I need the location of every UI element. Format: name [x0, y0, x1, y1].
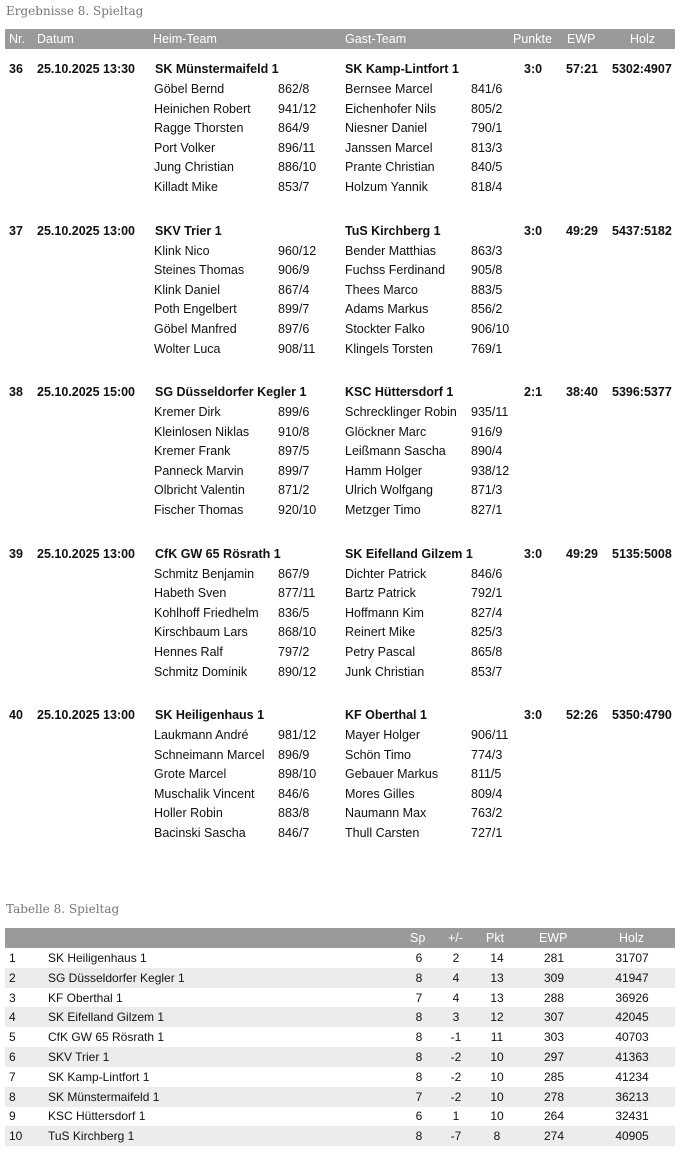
row-pkt: 10 [490, 1109, 504, 1124]
row-sp: 8 [415, 970, 423, 985]
home-player-name: Port Volker [154, 140, 216, 155]
match-ewp: 52:26 [566, 708, 598, 722]
home-player-score: 862/8 [278, 82, 310, 96]
home-team: SKV Trier 1 [155, 223, 222, 238]
table-row [5, 1126, 675, 1146]
away-player-name: Hoffmann Kim [345, 605, 424, 620]
home-player-name: Kirschbaum Lars [154, 625, 248, 640]
home-player-name: Wolter Luca [154, 341, 221, 356]
col-holz: Holz [619, 931, 645, 945]
home-player-name: Laukmann André [154, 728, 249, 742]
match-punkte: 3:0 [524, 708, 543, 722]
away-player-score: 938/12 [471, 463, 510, 478]
away-player-name: Prante Christian [345, 160, 435, 175]
match-nr: 36 [9, 62, 23, 76]
home-player-name: Killadt Mike [154, 180, 218, 194]
row-pos: 4 [9, 1010, 16, 1025]
match-holz: 5396:5377 [612, 385, 672, 399]
home-player-score: 981/12 [278, 728, 317, 742]
row-holz: 41947 [615, 970, 649, 985]
row-pkt: 8 [493, 1129, 501, 1144]
match-nr: 37 [9, 223, 23, 238]
row-ewp: 281 [543, 951, 565, 965]
row-team: TuS Kirchberg 1 [48, 1129, 135, 1144]
row-holz: 41363 [615, 1050, 649, 1064]
away-player-name: Schrecklinger Robin [345, 405, 457, 419]
home-player-name: Klink Nico [154, 243, 210, 258]
home-player-score: 910/8 [278, 424, 310, 439]
row-pos: 2 [9, 970, 16, 985]
match-nr: 39 [9, 546, 23, 561]
away-player-score: 792/1 [471, 586, 503, 601]
home-player-name: Holler Robin [154, 806, 223, 821]
row-pos: 9 [9, 1109, 16, 1124]
row-holz: 40905 [615, 1129, 649, 1144]
away-player-score: 827/4 [471, 605, 503, 620]
match-date: 25.10.2025 13:30 [37, 62, 136, 76]
away-player-score: 827/1 [471, 503, 503, 517]
match-date: 25.10.2025 13:00 [37, 223, 136, 238]
away-player-name: Dichter Patrick [345, 566, 427, 581]
away-player-name: Thull Carsten [345, 826, 420, 840]
home-player-name: Kohlhoff Friedhelm [154, 605, 259, 620]
table-row [5, 1027, 675, 1047]
row-diff: -2 [450, 1089, 462, 1104]
away-team: SK Eifelland Gilzem 1 [345, 546, 473, 561]
away-player-score: 825/3 [471, 625, 503, 640]
home-player-score: 871/2 [278, 483, 310, 498]
home-team: CfK GW 65 Rösrath 1 [155, 546, 281, 561]
row-team: SG Düsseldorfer Kegler 1 [48, 970, 185, 985]
away-player-name: Thees Marco [345, 282, 418, 297]
away-player-name: Leißmann Sascha [345, 444, 446, 459]
row-ewp: 303 [543, 1030, 565, 1045]
row-team: CfK GW 65 Rösrath 1 [48, 1030, 165, 1045]
home-player-name: Schneimann Marcel [154, 747, 265, 762]
col-nr: Nr. [9, 32, 25, 46]
row-sp: 6 [415, 951, 423, 965]
col-heim: Heim-Team [153, 32, 217, 46]
table-row [5, 988, 675, 1008]
away-player-score: 805/2 [471, 101, 503, 116]
row-ewp: 307 [543, 1010, 565, 1025]
away-player-name: Petry Pascal [345, 644, 416, 659]
away-player-name: Stockter Falko [345, 321, 425, 336]
row-ewp: 288 [543, 990, 565, 1005]
row-diff: -2 [450, 1050, 462, 1064]
row-pkt: 12 [490, 1010, 504, 1025]
match-punkte: 2:1 [524, 385, 543, 399]
row-holz: 36926 [615, 990, 649, 1005]
away-player-name: Bender Matthias [345, 243, 437, 258]
away-player-score: 906/10 [471, 321, 510, 336]
row-pos: 1 [9, 951, 16, 965]
match-holz: 5350:4790 [612, 708, 672, 722]
row-sp: 7 [415, 990, 423, 1005]
table-row [5, 1067, 675, 1087]
away-player-score: 790/1 [471, 121, 503, 136]
away-player-score: 840/5 [471, 160, 503, 175]
away-team: KSC Hüttersdorf 1 [345, 385, 454, 399]
row-holz: 41234 [615, 1069, 649, 1084]
home-player-name: Schmitz Benjamin [154, 566, 255, 581]
home-player-score: 908/11 [278, 341, 316, 356]
row-pkt: 10 [490, 1050, 504, 1064]
col-ewp: EWP [539, 931, 568, 945]
away-player-score: 883/5 [471, 282, 503, 297]
home-player-name: Heinichen Robert [154, 101, 251, 116]
home-player-name: Göbel Manfred [154, 321, 237, 336]
home-player-score: 896/11 [278, 140, 316, 155]
match-holz: 5302:4907 [612, 62, 672, 76]
row-ewp: 309 [543, 970, 565, 985]
row-ewp: 278 [543, 1089, 565, 1104]
row-pos: 8 [9, 1089, 16, 1104]
home-player-score: 867/4 [278, 282, 310, 297]
home-player-score: 797/2 [278, 644, 310, 659]
row-ewp: 264 [543, 1109, 565, 1124]
away-player-score: 865/8 [471, 644, 503, 659]
row-pos: 5 [9, 1030, 16, 1045]
home-player-score: 898/10 [278, 767, 317, 782]
away-player-name: Bartz Patrick [345, 586, 416, 601]
match-ewp: 49:29 [566, 546, 598, 561]
away-player-name: Naumann Max [345, 806, 427, 821]
home-player-score: 853/7 [278, 180, 310, 194]
home-player-score: 877/11 [278, 586, 316, 601]
row-diff: 1 [452, 1109, 460, 1124]
row-holz: 31707 [615, 951, 649, 965]
home-player-name: Schmitz Dominik [154, 664, 248, 679]
row-ewp: 297 [543, 1050, 565, 1064]
away-player-name: Eichenhofer Nils [345, 101, 437, 116]
away-player-name: Klingels Torsten [345, 341, 434, 356]
home-player-name: Kremer Frank [154, 444, 231, 459]
table-row [5, 1047, 675, 1067]
home-player-score: 867/9 [278, 566, 310, 581]
home-team: SK Heiligenhaus 1 [155, 708, 265, 722]
row-pkt: 10 [490, 1089, 504, 1104]
row-pkt: 11 [490, 1030, 504, 1045]
away-team: SK Kamp-Lintfort 1 [345, 62, 459, 76]
results-title: Ergebnisse 8. Spieltag [6, 4, 144, 18]
col-pkt: Pkt [486, 931, 505, 945]
home-player-score: 960/12 [278, 243, 317, 258]
match-holz: 5135:5008 [612, 546, 672, 561]
away-player-score: 856/2 [471, 302, 503, 317]
table-row [5, 1087, 675, 1107]
away-player-name: Niesner Daniel [345, 121, 427, 136]
col-ewp: EWP [567, 32, 596, 46]
home-player-score: 899/7 [278, 302, 310, 317]
away-player-name: Hamm Holger [345, 463, 423, 478]
row-ewp: 285 [543, 1069, 565, 1084]
away-player-score: 763/2 [471, 806, 503, 821]
home-player-name: Göbel Bernd [154, 82, 225, 96]
row-sp: 8 [415, 1069, 423, 1084]
row-diff: 2 [452, 951, 460, 965]
home-player-score: 836/5 [278, 605, 310, 620]
row-sp: 8 [415, 1050, 423, 1064]
table-row [5, 1007, 675, 1027]
away-player-name: Ulrich Wolfgang [345, 483, 434, 498]
row-team: KSC Hüttersdorf 1 [48, 1109, 146, 1124]
home-player-name: Muschalik Vincent [154, 786, 255, 801]
row-pkt: 13 [490, 990, 504, 1005]
home-player-name: Habeth Sven [154, 586, 227, 601]
row-pos: 6 [9, 1050, 16, 1064]
away-player-score: 890/4 [471, 444, 503, 459]
match-block [0, 706, 685, 866]
home-team: SK Münstermaifeld 1 [155, 62, 279, 76]
row-holz: 36213 [615, 1089, 649, 1104]
home-team: SG Düsseldorfer Kegler 1 [155, 385, 307, 399]
away-player-name: Bernsee Marcel [345, 82, 433, 96]
away-player-score: 863/3 [471, 243, 503, 258]
away-player-name: Metzger Timo [345, 503, 421, 517]
away-team: TuS Kirchberg 1 [345, 223, 441, 238]
home-player-score: 920/10 [278, 503, 317, 517]
home-player-name: Jung Christian [154, 160, 234, 175]
table-title: Tabelle 8. Spieltag [6, 902, 120, 916]
away-player-score: 769/1 [471, 341, 503, 356]
away-player-name: Reinert Mike [345, 625, 416, 640]
away-player-score: 811/5 [471, 767, 502, 782]
row-pkt: 13 [490, 970, 504, 985]
row-pos: 7 [9, 1069, 16, 1084]
col-diff: +/- [448, 931, 463, 945]
home-player-score: 846/6 [278, 786, 310, 801]
away-player-name: Fuchss Ferdinand [345, 263, 446, 278]
home-player-name: Bacinski Sascha [154, 826, 246, 840]
away-player-score: 871/3 [471, 483, 503, 498]
row-pkt: 10 [490, 1069, 504, 1084]
row-ewp: 274 [543, 1129, 565, 1144]
away-player-name: Junk Christian [345, 664, 425, 679]
row-team: SK Heiligenhaus 1 [48, 951, 147, 965]
away-player-name: Holzum Yannik [345, 180, 428, 194]
home-player-score: 897/6 [278, 321, 310, 336]
table-row [5, 968, 675, 988]
home-player-name: Fischer Thomas [154, 503, 244, 517]
row-holz: 40703 [615, 1030, 649, 1045]
match-date: 25.10.2025 15:00 [37, 385, 136, 399]
away-player-score: 841/6 [471, 82, 503, 96]
home-player-score: 868/10 [278, 625, 317, 640]
home-player-score: 899/6 [278, 405, 310, 419]
row-pkt: 14 [490, 951, 504, 965]
home-player-name: Hennes Ralf [154, 644, 223, 659]
away-player-name: Schön Timo [345, 747, 412, 762]
row-holz: 32431 [615, 1109, 649, 1124]
row-team: SK Kamp-Lintfort 1 [48, 1069, 150, 1084]
home-player-score: 886/10 [278, 160, 317, 175]
match-date: 25.10.2025 13:00 [37, 708, 136, 722]
row-diff: -2 [450, 1069, 462, 1084]
table-row [5, 1106, 675, 1126]
home-player-score: 864/9 [278, 121, 310, 136]
col-gast: Gast-Team [345, 32, 407, 46]
match-punkte: 3:0 [524, 62, 543, 76]
away-player-name: Adams Markus [345, 302, 429, 317]
home-player-name: Panneck Marvin [154, 463, 244, 478]
col-punkte: Punkte [513, 32, 552, 46]
match-ewp: 38:40 [566, 385, 598, 399]
row-sp: 8 [415, 1129, 423, 1144]
away-player-name: Mores Gilles [345, 786, 415, 801]
table-row [5, 948, 675, 968]
row-sp: 8 [415, 1010, 423, 1025]
match-block [0, 545, 685, 705]
match-ewp: 57:21 [566, 62, 598, 76]
home-player-score: 890/12 [278, 664, 317, 679]
row-diff: 3 [452, 1010, 460, 1025]
match-nr: 40 [9, 708, 23, 722]
away-player-score: 774/3 [471, 747, 503, 762]
away-player-name: Glöckner Marc [345, 424, 427, 439]
away-player-score: 906/11 [471, 728, 509, 742]
row-team: KF Oberthal 1 [48, 990, 123, 1005]
row-team: SK Eifelland Gilzem 1 [48, 1010, 165, 1025]
home-player-name: Olbricht Valentin [154, 483, 245, 498]
row-sp: 6 [415, 1109, 423, 1124]
home-player-score: 906/9 [278, 263, 310, 278]
row-holz: 42045 [615, 1010, 649, 1025]
home-player-name: Kleinlosen Niklas [154, 424, 250, 439]
match-date: 25.10.2025 13:00 [37, 546, 136, 561]
row-pos: 10 [9, 1129, 23, 1144]
away-player-score: 809/4 [471, 786, 503, 801]
away-player-score: 818/4 [471, 180, 503, 194]
away-player-score: 916/9 [471, 424, 503, 439]
home-player-name: Steines Thomas [154, 263, 245, 278]
match-holz: 5437:5182 [612, 223, 672, 238]
match-block [0, 383, 685, 543]
home-player-name: Kremer Dirk [154, 405, 221, 419]
match-block [0, 222, 685, 382]
away-player-name: Gebauer Markus [345, 767, 439, 782]
match-punkte: 3:0 [524, 223, 543, 238]
home-player-score: 897/5 [278, 444, 310, 459]
match-nr: 38 [9, 385, 23, 399]
row-team: SK Münstermaifeld 1 [48, 1089, 160, 1104]
home-player-name: Klink Daniel [154, 282, 221, 297]
results-header [5, 29, 675, 49]
row-diff: -7 [450, 1129, 462, 1144]
table-header [5, 928, 675, 948]
home-player-name: Ragge Thorsten [154, 121, 244, 136]
home-player-name: Poth Engelbert [154, 302, 237, 317]
away-player-name: Janssen Marcel [345, 140, 433, 155]
away-player-score: 935/11 [471, 405, 509, 419]
home-player-score: 941/12 [278, 101, 317, 116]
away-player-score: 727/1 [471, 826, 503, 840]
home-player-score: 883/8 [278, 806, 310, 821]
match-block [0, 60, 685, 220]
away-player-name: Mayer Holger [345, 728, 421, 742]
row-diff: 4 [452, 990, 460, 1005]
home-player-score: 846/7 [278, 826, 310, 840]
home-player-score: 896/9 [278, 747, 310, 762]
row-team: SKV Trier 1 [48, 1050, 110, 1064]
row-pos: 3 [9, 990, 16, 1005]
away-player-score: 853/7 [471, 664, 503, 679]
match-punkte: 3:0 [524, 546, 543, 561]
home-player-name: Grote Marcel [154, 767, 227, 782]
col-sp: Sp [410, 931, 426, 945]
row-sp: 8 [415, 1030, 423, 1045]
col-datum: Datum [37, 32, 74, 46]
col-holz: Holz [630, 32, 656, 46]
match-ewp: 49:29 [566, 223, 598, 238]
row-sp: 7 [415, 1089, 423, 1104]
away-player-score: 846/6 [471, 566, 503, 581]
row-diff: -1 [450, 1030, 462, 1045]
away-player-score: 813/3 [471, 140, 503, 155]
away-team: KF Oberthal 1 [345, 708, 427, 722]
away-player-score: 905/8 [471, 263, 503, 278]
home-player-score: 899/7 [278, 463, 310, 478]
row-diff: 4 [452, 970, 460, 985]
